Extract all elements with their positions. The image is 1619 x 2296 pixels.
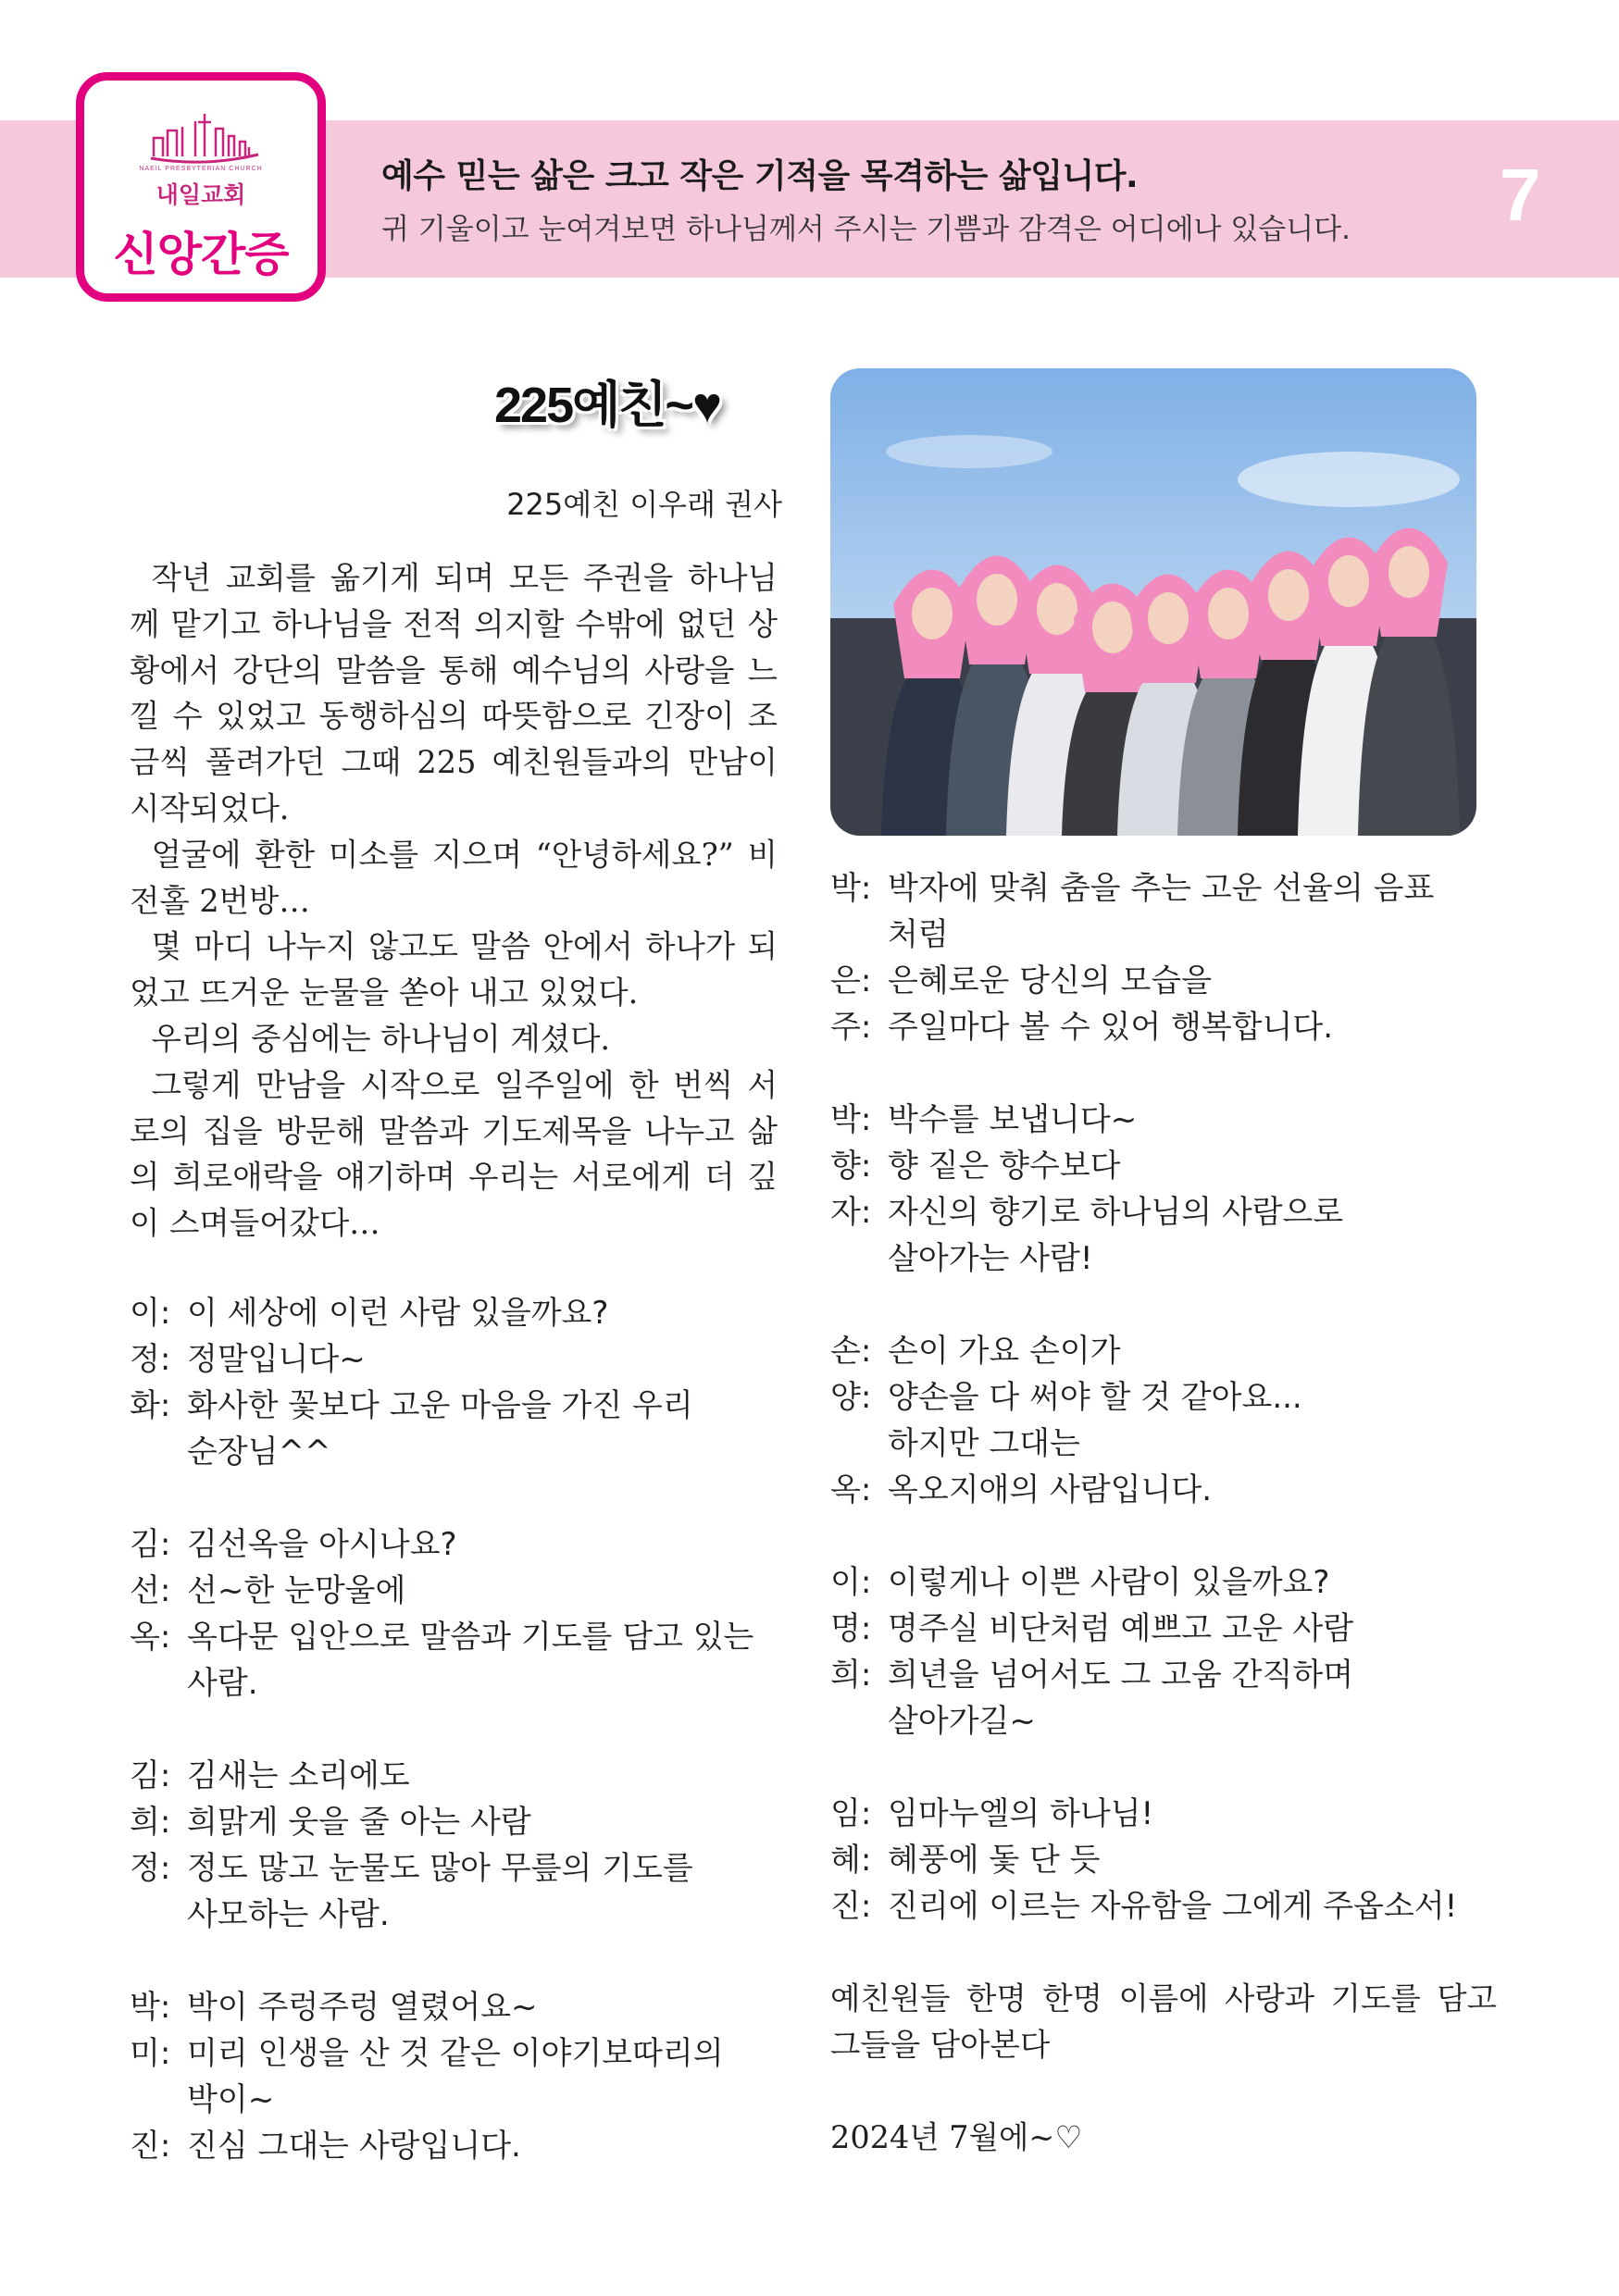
acrostic-line — [130, 1845, 796, 1892]
acrostic-line — [830, 1189, 1497, 1235]
acrostic-initial — [830, 912, 888, 958]
acrostic-initial: 이: — [830, 1564, 872, 1601]
acrostic-initial: 명: — [830, 1610, 872, 1647]
person-face — [977, 574, 1017, 626]
acrostic-text: 희년을 넘어서도 그 고움 간직하며 — [888, 1657, 1354, 1694]
acrostic-line — [130, 2077, 796, 2123]
acrostic-text: 정도 많고 눈물도 많아 무릎의 기도를 — [187, 1850, 693, 1887]
acrostic-line — [830, 1652, 1497, 1698]
acrostic-stanza — [130, 1753, 796, 1938]
acrostic-stanza — [130, 1984, 796, 2169]
acrostic-text: 살아가길~ — [888, 1703, 1036, 1740]
acrostic-text: 박수를 보냅니다~ — [888, 1101, 1138, 1138]
acrostic-line — [830, 1837, 1497, 1883]
acrostic-line — [830, 1143, 1497, 1189]
acrostic-line — [830, 1467, 1497, 1513]
acrostic-text: 임마누엘의 하나님! — [888, 1795, 1154, 1832]
person-face — [1328, 555, 1369, 607]
acrostic-stanza — [830, 865, 1497, 1050]
acrostic-text: 화사한 꽃보다 고운 마음을 가진 우리 — [187, 1387, 693, 1424]
acrostic-text: 사모하는 사람. — [187, 1896, 390, 1933]
acrostic-line — [130, 2030, 796, 2077]
acrostic-initial — [130, 1660, 187, 1706]
person-face — [1389, 546, 1429, 598]
acrostic-text: 순장님^^ — [187, 1433, 331, 1471]
person-face — [1092, 602, 1133, 653]
acrostic-line — [130, 1521, 796, 1568]
acrostic-text: 진심 그대는 사랑입니다. — [187, 2128, 521, 2165]
acrostic-stanza — [830, 1097, 1497, 1282]
acrostic-initial: 박: — [830, 870, 872, 907]
page-number: 7 — [1500, 154, 1541, 236]
acrostic-line — [830, 1791, 1497, 1837]
acrostic-line — [130, 1614, 796, 1660]
acrostic-initial: 옥: — [130, 1619, 171, 1656]
acrostic-line — [130, 1799, 796, 1845]
acrostic-text: 이 세상에 이런 사람 있을까요? — [187, 1295, 609, 1332]
acrostic-line — [830, 1328, 1497, 1374]
acrostic-line — [830, 1698, 1497, 1744]
acrostic-line — [830, 958, 1497, 1004]
acrostic-initial — [830, 1235, 888, 1282]
acrostic-poems-left — [130, 1290, 796, 2215]
acrostic-line — [130, 1336, 796, 1383]
person-face — [1037, 583, 1077, 635]
acrostic-line — [130, 1660, 796, 1706]
header-subtitle: 귀 기울이고 눈여겨보면 하나님께서 주시는 기쁨과 감격은 어디에나 있습니다. — [381, 213, 1351, 246]
acrostic-initial: 정: — [130, 1850, 171, 1887]
church-name: 내일교회 — [156, 181, 246, 208]
acrostic-stanza — [130, 1521, 796, 1706]
acrostic-text: 하지만 그대는 — [888, 1425, 1080, 1462]
acrostic-initial: 은: — [830, 962, 872, 999]
acrostic-initial: 자: — [830, 1194, 872, 1231]
acrostic-line — [130, 1290, 796, 1336]
acrostic-text: 김선옥을 아시나요? — [187, 1526, 457, 1563]
body-paragraph: 작년 교회를 옮기게 되며 모든 주권을 하나님께 맡기고 하나님을 전적 의지할 수밖에 없던 상황에서 강단의 말씀을 통해 예수님의 사랑을 느낄 수 있었고 동행하심의 따뜻함으로 긴장이 조금씩 풀려가던 그때 225 예친원들과의 만남이 시작되었다. — [130, 560, 778, 826]
acrostic-line — [830, 912, 1497, 958]
acrostic-text: 박자에 맞춰 춤을 추는 고운 선율의 음표 — [888, 870, 1435, 907]
acrostic-initial — [130, 1892, 187, 1938]
acrostic-line — [130, 2123, 796, 2169]
acrostic-text: 처럼 — [888, 916, 949, 953]
acrostic-poems-right — [830, 865, 1497, 2161]
acrostic-text: 옥다문 입안으로 말씀과 기도를 담고 있는 — [187, 1619, 754, 1656]
acrostic-initial: 이: — [130, 1295, 171, 1332]
acrostic-initial: 희: — [130, 1804, 171, 1841]
acrostic-initial: 옥: — [830, 1471, 872, 1508]
acrostic-line — [830, 1421, 1497, 1467]
acrostic-line — [130, 1429, 796, 1475]
acrostic-initial: 박: — [830, 1101, 872, 1138]
acrostic-initial: 화: — [130, 1387, 171, 1424]
acrostic-text: 명주실 비단처럼 예쁘고 고운 사람 — [888, 1610, 1354, 1647]
acrostic-initial: 손: — [830, 1333, 872, 1370]
acrostic-text: 살아가는 사람! — [888, 1240, 1093, 1277]
acrostic-initial: 양: — [830, 1379, 872, 1416]
acrostic-initial — [830, 1421, 888, 1467]
acrostic-line — [830, 1883, 1497, 1930]
acrostic-text: 옥오지애의 사람입니다. — [888, 1471, 1213, 1508]
acrostic-initial — [130, 1429, 187, 1475]
acrostic-initial: 향: — [830, 1148, 872, 1185]
acrostic-text: 이렇게나 이쁜 사람이 있을까요? — [888, 1564, 1330, 1601]
acrostic-initial: 진: — [830, 1888, 872, 1925]
acrostic-stanza — [130, 1290, 796, 1475]
acrostic-initial: 김: — [130, 1526, 171, 1563]
closing-date: 2024년 7월에~♡ — [830, 2119, 1083, 2155]
acrostic-line — [130, 1383, 796, 1429]
acrostic-line — [130, 1892, 796, 1938]
acrostic-initial: 김: — [130, 1757, 171, 1794]
acrostic-text: 선~한 눈망울에 — [187, 1572, 406, 1609]
body-paragraph: 우리의 중심에는 하나님이 계셨다. — [151, 1020, 611, 1057]
acrostic-stanza — [830, 1791, 1497, 1930]
group-photo-image — [830, 368, 1476, 836]
article-title: 225예친~♥ — [494, 378, 721, 433]
church-logo-badge — [76, 72, 326, 302]
acrostic-text: 손이 가요 손이가 — [888, 1333, 1121, 1370]
acrostic-line — [830, 1559, 1497, 1606]
acrostic-line — [830, 1235, 1497, 1282]
header-title: 예수 믿는 삶은 크고 작은 기적을 목격하는 삶입니다. — [381, 157, 1139, 195]
acrostic-line — [830, 1097, 1497, 1143]
acrostic-text: 진리에 이르는 자유함을 그에게 주옵소서! — [888, 1888, 1458, 1925]
acrostic-text: 박이 주렁주렁 열렸어요~ — [187, 1989, 538, 2026]
acrostic-initial: 진: — [130, 2128, 171, 2165]
body-paragraph: 얼굴에 환한 미소를 지으며 “안녕하세요?” 비전홀 2번방… — [130, 836, 778, 919]
acrostic-initial: 선: — [130, 1572, 171, 1609]
article-body — [130, 555, 778, 1247]
acrostic-text: 미리 인생을 산 것 같은 이야기보따리의 — [187, 2035, 724, 2072]
acrostic-initial — [830, 1698, 888, 1744]
acrostic-stanza — [830, 1328, 1497, 1513]
acrostic-line — [130, 1753, 796, 1799]
closing-text: 예친원들 한명 한명 이름에 사랑과 기도를 담고 그들을 담아본다 — [830, 1980, 1497, 2063]
acrostic-text: 향 짙은 향수보다 — [888, 1148, 1121, 1185]
acrostic-text: 사람. — [187, 1665, 258, 1702]
acrostic-initial: 주: — [830, 1009, 872, 1046]
acrostic-text: 은혜로운 당신의 모습을 — [888, 962, 1213, 999]
acrostic-text: 박이~ — [187, 2081, 275, 2118]
acrostic-text: 주일마다 볼 수 있어 행복합니다. — [888, 1009, 1334, 1046]
acrostic-line — [830, 1004, 1497, 1050]
acrostic-initial: 박: — [130, 1989, 171, 2026]
acrostic-text: 양손을 다 써야 할 것 같아요... — [888, 1379, 1302, 1416]
acrostic-initial: 희: — [830, 1657, 872, 1694]
acrostic-text: 희맑게 웃을 줄 아는 사람 — [187, 1804, 531, 1841]
body-paragraph: 몇 마디 나누지 않고도 말씀 안에서 하나가 되었고 뜨거운 눈물을 쏟아 내고 있었다. — [130, 928, 778, 1011]
acrostic-text: 자신의 향기로 하나님의 사람으로 — [888, 1194, 1344, 1231]
acrostic-initial: 미: — [130, 2035, 171, 2072]
acrostic-stanza — [830, 1559, 1497, 1744]
acrostic-line — [830, 865, 1497, 912]
acrostic-text: 정말입니다~ — [187, 1341, 366, 1378]
acrostic-text: 김새는 소리에도 — [187, 1757, 410, 1794]
church-skyline-icon — [149, 110, 260, 166]
person-face — [912, 588, 953, 639]
group-photo — [830, 368, 1476, 836]
acrostic-line — [130, 1984, 796, 2030]
section-title: 신앙간증 — [113, 228, 289, 281]
acrostic-initial: 혜: — [830, 1842, 872, 1879]
acrostic-line — [830, 1374, 1497, 1421]
acrostic-initial: 임: — [830, 1795, 872, 1832]
acrostic-line — [130, 1568, 796, 1614]
person-face — [1148, 592, 1189, 644]
logo-tagline: NAEIL PRESBYTERIAN CHURCH — [139, 166, 263, 172]
person-face — [1208, 588, 1249, 639]
acrostic-initial: 정: — [130, 1341, 171, 1378]
acrostic-line — [830, 1606, 1497, 1652]
person-face — [1268, 569, 1309, 621]
article-byline: 225예친 이우래 권사 — [506, 487, 782, 522]
body-paragraph: 그렇게 만남을 시작으로 일주일에 한 번씩 서로의 집을 방문해 말씀과 기도제목을 나누고 삶의 희로애락을 얘기하며 우리는 서로에게 더 깊이 스며들어갔다… — [130, 1066, 778, 1242]
acrostic-initial — [130, 2077, 187, 2123]
acrostic-text: 혜풍에 돛 단 듯 — [888, 1842, 1101, 1879]
